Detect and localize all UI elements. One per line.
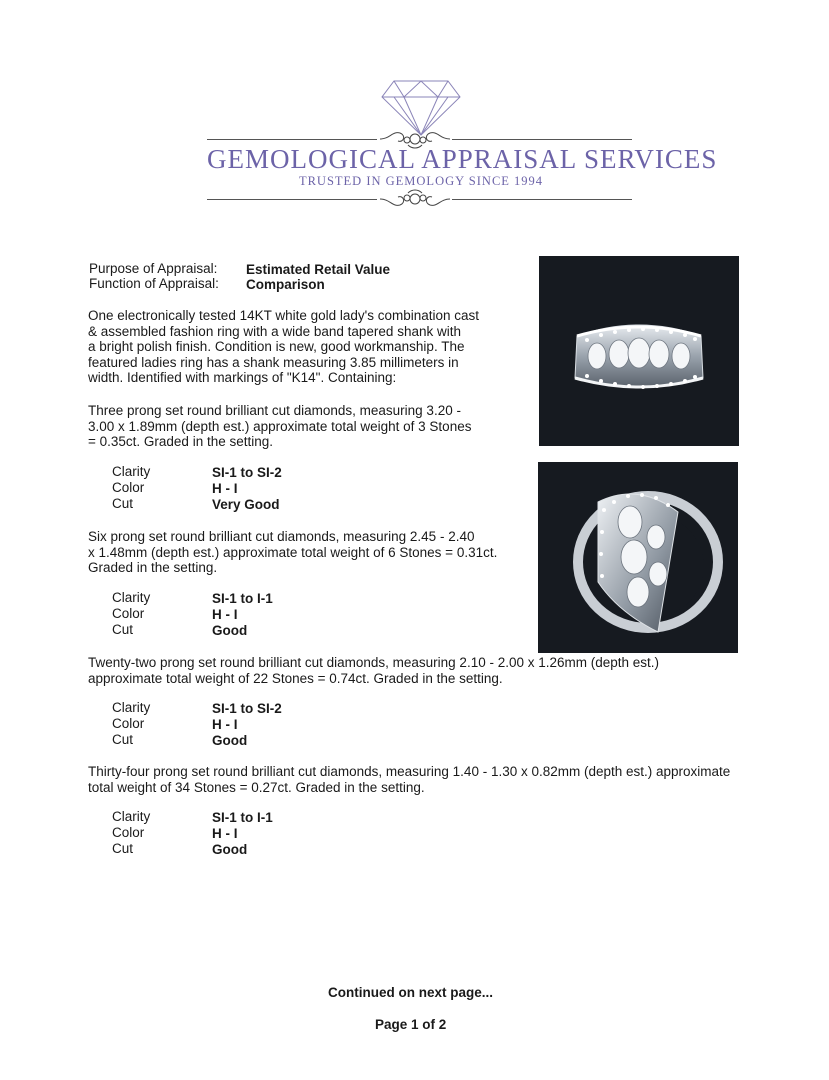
header-rule-bottom-left xyxy=(207,199,377,200)
ring-front-illustration xyxy=(539,256,739,446)
color-value: H - I xyxy=(212,481,238,496)
clarity-label: Clarity xyxy=(112,590,151,605)
cut-value: Very Good xyxy=(212,497,280,512)
clarity-value: SI-1 to SI-2 xyxy=(212,701,282,716)
continued-note: Continued on next page... xyxy=(328,985,493,1000)
color-label: Color xyxy=(112,606,145,621)
color-value: H - I xyxy=(212,826,238,841)
purpose-value: Estimated Retail Value xyxy=(246,262,391,277)
company-name: GEMOLOGICAL APPRAISAL SERVICES xyxy=(207,144,718,174)
function-label: Function of Appraisal: xyxy=(89,276,219,291)
clarity-label: Clarity xyxy=(112,700,151,715)
clarity-value: SI-1 to I-1 xyxy=(212,810,273,825)
clarity-value: SI-1 to SI-2 xyxy=(212,465,282,480)
clarity-label: Clarity xyxy=(112,809,151,824)
stone-description-line: Thirty-four prong set round brilliant cut diamonds, measuring 1.40 - 1.30 x 0.82mm (depth est.) approximate xyxy=(88,764,731,779)
stone-group-2-description xyxy=(88,529,497,576)
color-value: H - I xyxy=(212,717,238,732)
color-label: Color xyxy=(112,716,145,731)
color-label: Color xyxy=(112,480,145,495)
description-line: a bright polish finish. Condition is new, good workmanship. The xyxy=(88,339,465,355)
cut-label: Cut xyxy=(112,841,134,856)
cut-value: Good xyxy=(212,842,248,857)
stone-description-line: approximate total weight of 22 Stones = 0.74ct. Graded in the setting. xyxy=(88,670,503,686)
scroll-ornament-icon xyxy=(378,188,452,210)
purpose-label: Purpose of Appraisal: xyxy=(89,261,218,276)
header-rule-top-right xyxy=(452,139,632,140)
color-label: Color xyxy=(112,825,145,840)
company-tagline: TRUSTED IN GEMOLOGY SINCE 1994 xyxy=(298,174,544,188)
description-line: featured ladies ring has a shank measuring 3.85 millimeters in xyxy=(88,354,459,370)
page-number: Page 1 of 2 xyxy=(375,1017,447,1032)
stone-description-line: Graded in the setting. xyxy=(88,560,218,576)
ring-photo-front xyxy=(539,256,739,446)
cut-label: Cut xyxy=(112,732,134,747)
stone-group-3-description xyxy=(88,655,659,686)
stone-description-line: x 1.48mm (depth est.) approximate total weight of 6 Stones = 0.31ct. xyxy=(88,544,498,560)
stone-description-line: Three prong set round brilliant cut diamonds, measuring 3.20 - xyxy=(88,403,461,418)
description-line: One electronically tested 14KT white gold lady's combination cast xyxy=(88,308,480,323)
stone-description-line: total weight of 34 Stones = 0.27ct. Graded in the setting. xyxy=(88,779,425,795)
stone-description-line: Twenty-two prong set round brilliant cut diamonds, measuring 2.10 - 2.00 x 1.26mm (depth est.) xyxy=(88,655,660,670)
ring-description xyxy=(88,308,479,386)
stone-description-line: Six prong set round brilliant cut diamonds, measuring 2.45 - 2.40 xyxy=(88,529,475,544)
ring-photo-angle xyxy=(538,462,738,653)
clarity-label: Clarity xyxy=(112,464,151,479)
cut-label: Cut xyxy=(112,496,134,511)
description-line: & assembled fashion ring with a wide band tapered shank with xyxy=(88,323,461,339)
clarity-value: SI-1 to I-1 xyxy=(212,591,273,606)
stone-description-line: 3.00 x 1.89mm (depth est.) approximate total weight of 3 Stones xyxy=(88,418,472,434)
stone-group-4-description xyxy=(88,764,730,795)
color-value: H - I xyxy=(212,607,238,622)
header-rule-top-left xyxy=(207,139,377,140)
ring-angle-illustration xyxy=(538,462,738,653)
cut-value: Good xyxy=(212,623,248,638)
stone-group-1-description xyxy=(88,403,471,450)
stone-description-line: = 0.35ct. Graded in the setting. xyxy=(88,434,273,450)
cut-value: Good xyxy=(212,733,248,748)
header-rule-bottom-right xyxy=(452,199,632,200)
cut-label: Cut xyxy=(112,622,134,637)
description-line: width. Identified with markings of "K14". Containing: xyxy=(88,370,397,386)
function-value: Comparison xyxy=(246,277,325,292)
